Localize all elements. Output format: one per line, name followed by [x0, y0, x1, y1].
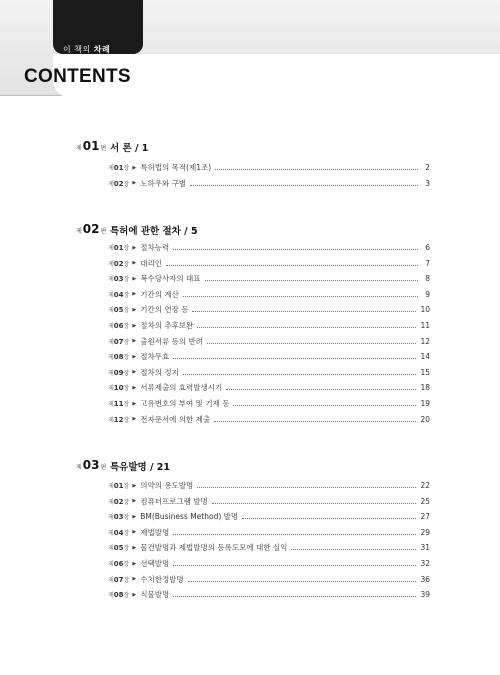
chapter-suffix: 장	[123, 498, 130, 506]
chapter-page-number: 8	[425, 274, 430, 284]
chapter-suffix: 장	[123, 401, 130, 408]
chapter-title: 식물발명	[140, 590, 170, 600]
chapter-number-value: 08	[113, 591, 124, 600]
dot-leader	[183, 295, 418, 297]
chapter-prefix: 제	[108, 483, 114, 490]
chapter-number	[108, 305, 129, 314]
chapter-title: 특허법의 목적(제1조)	[140, 163, 212, 172]
chapter-number	[108, 415, 129, 424]
chapter-entry[interactable]	[108, 573, 430, 586]
chapter-prefix: 제	[108, 385, 114, 393]
chapter-title: 서류제출의 효력발생시기	[140, 383, 223, 393]
chapter-number	[108, 399, 129, 408]
triangle-bullet-icon: ▶	[132, 544, 137, 551]
chapter-number	[108, 575, 129, 584]
chapter-page-number: 10	[420, 305, 430, 315]
chapter-number-value: 07	[113, 337, 124, 346]
chapter-entry[interactable]	[108, 288, 430, 301]
chapter-page-number: 2	[425, 163, 430, 172]
chapter-suffix: 장	[123, 561, 130, 568]
chapter-number-value: 08	[113, 353, 124, 362]
dot-leader	[226, 388, 416, 390]
chapter-page-number: 36	[420, 574, 430, 584]
chapter-prefix: 제	[108, 401, 114, 408]
chapter-number-value: 11	[113, 400, 124, 408]
chapter-suffix: 장	[123, 276, 130, 284]
chapter-number-value: 10	[113, 384, 124, 393]
dot-leader	[197, 486, 416, 488]
chapter-title: 복수당사자의 대표	[140, 274, 201, 284]
dot-leader	[190, 184, 418, 186]
chapter-suffix: 장	[123, 576, 130, 584]
header-tab	[53, 0, 143, 54]
dot-leader	[173, 564, 416, 566]
triangle-bullet-icon: ▶	[132, 244, 137, 251]
dot-leader	[183, 373, 417, 375]
chapter-prefix: 제	[108, 529, 114, 537]
chapter-prefix: 제	[108, 260, 114, 268]
chapter-number	[108, 321, 129, 330]
chapter-page-number: 18	[420, 383, 430, 393]
chapter-number-value: 03	[113, 513, 124, 522]
chapter-number	[108, 259, 129, 268]
chapter-page-number: 11	[420, 321, 430, 330]
triangle-bullet-icon: ▶	[132, 482, 137, 489]
chapter-suffix: 장	[123, 245, 130, 252]
dot-leader	[242, 517, 416, 519]
chapter-title: 대리인	[140, 258, 162, 268]
chapter-entry[interactable]	[108, 588, 430, 601]
chapter-prefix: 제	[108, 291, 114, 299]
chapter-number	[108, 368, 129, 377]
chapter-suffix: 장	[123, 180, 130, 188]
chapter-number	[108, 290, 129, 299]
chapter-title: 기간의 계산	[140, 289, 179, 299]
chapter-number	[108, 543, 129, 552]
chapter-suffix: 장	[123, 385, 130, 393]
part-suffix: 편	[100, 464, 107, 471]
chapter-number	[108, 512, 129, 521]
chapter-number-value: 03	[113, 275, 124, 284]
chapter-page-number: 7	[425, 258, 430, 268]
dot-leader	[233, 404, 416, 406]
chapter-page-number: 32	[420, 559, 430, 568]
chapter-entry[interactable]	[108, 303, 430, 316]
triangle-bullet-icon: ▶	[132, 529, 137, 536]
chapter-number	[108, 383, 129, 392]
triangle-bullet-icon: ▶	[132, 338, 137, 345]
chapter-entry[interactable]	[108, 557, 430, 570]
chapter-prefix: 제	[108, 245, 114, 252]
dot-leader	[291, 548, 416, 550]
chapter-number-value: 05	[113, 306, 124, 315]
chapter-number	[108, 352, 129, 361]
chapter-number	[108, 274, 129, 283]
chapter-number-value: 06	[113, 560, 124, 568]
chapter-suffix: 장	[123, 307, 130, 315]
chapter-page-number: 15	[420, 367, 430, 377]
chapter-page-number: 12	[420, 336, 430, 346]
chapter-suffix: 장	[123, 369, 130, 377]
chapter-prefix: 제	[108, 576, 114, 584]
part-number-value: 03	[82, 458, 100, 472]
chapter-prefix: 제	[108, 180, 114, 188]
chapter-page-number: 14	[420, 352, 430, 362]
chapter-entry[interactable]	[108, 319, 430, 332]
chapter-title: 절차무효	[140, 352, 170, 362]
chapter-suffix: 장	[123, 323, 130, 330]
dot-leader	[215, 168, 418, 170]
chapter-number	[108, 559, 129, 568]
chapter-title: 선택발명	[140, 559, 170, 568]
chapter-number-value: 01	[113, 482, 124, 490]
chapter-number	[108, 590, 129, 599]
chapter-suffix: 장	[123, 260, 130, 268]
chapter-page-number: 3	[425, 178, 430, 188]
dot-leader	[212, 502, 417, 504]
chapter-number	[108, 179, 129, 188]
part-prefix: 제	[76, 145, 82, 152]
page-title: CONTENTS	[24, 66, 131, 87]
part-heading	[76, 455, 376, 475]
chapter-page-number: 19	[420, 399, 430, 408]
chapter-suffix: 장	[123, 338, 130, 346]
dot-leader	[214, 420, 416, 422]
chapter-title: 전자문서에 의한 제출	[140, 414, 211, 424]
chapter-number-value: 01	[113, 244, 124, 252]
triangle-bullet-icon: ▶	[132, 498, 137, 505]
triangle-bullet-icon: ▶	[132, 275, 137, 282]
tab-label: 이 책의 차례	[63, 45, 111, 54]
dot-leader	[205, 279, 418, 281]
chapter-title: 컴퓨터프로그램 발명	[140, 496, 208, 506]
chapter-entry[interactable]	[108, 479, 430, 492]
part-heading	[76, 136, 376, 156]
part-prefix: 제	[76, 464, 82, 471]
part-number	[76, 218, 106, 237]
chapter-prefix: 제	[108, 354, 114, 362]
part-suffix: 편	[100, 145, 107, 152]
chapter-page-number: 39	[420, 590, 430, 600]
triangle-bullet-icon: ▶	[132, 322, 137, 329]
triangle-bullet-icon: ▶	[132, 164, 137, 171]
chapter-prefix: 제	[108, 561, 114, 568]
chapter-number	[108, 481, 129, 490]
part-heading	[76, 219, 376, 239]
chapter-entry[interactable]	[108, 366, 430, 379]
chapter-title: 고유번호의 부여 및 기재 등	[140, 399, 230, 408]
chapter-number	[108, 497, 129, 506]
chapter-prefix: 제	[108, 307, 114, 315]
chapter-suffix: 장	[123, 291, 130, 299]
chapter-entry[interactable]	[108, 350, 430, 363]
chapter-suffix: 장	[123, 529, 130, 537]
chapter-entry[interactable]	[108, 381, 430, 394]
chapter-title: 출원서류 등의 반려	[140, 336, 203, 346]
chapter-number-value: 02	[113, 497, 124, 506]
chapter-entry[interactable]	[108, 161, 430, 174]
triangle-bullet-icon: ▶	[132, 513, 137, 520]
chapter-title: 노하우와 구별	[140, 178, 187, 188]
dot-leader	[188, 580, 417, 582]
chapter-entry[interactable]	[108, 177, 430, 190]
chapter-page-number: 22	[420, 481, 430, 490]
chapter-prefix: 제	[108, 514, 114, 522]
dot-leader	[166, 264, 418, 266]
part-number-value: 01	[82, 139, 100, 153]
chapter-suffix: 장	[123, 592, 130, 600]
triangle-bullet-icon: ▶	[132, 384, 137, 391]
chapter-number-value: 02	[113, 259, 124, 268]
chapter-number	[108, 337, 129, 346]
chapter-prefix: 제	[108, 416, 114, 424]
dot-leader	[173, 595, 416, 597]
chapter-suffix: 장	[123, 165, 130, 172]
chapter-suffix: 장	[123, 483, 130, 490]
chapter-title: 의약의 용도발명	[140, 481, 194, 490]
chapter-number-value: 06	[113, 322, 124, 330]
chapter-number-value: 05	[113, 544, 124, 553]
chapter-entry[interactable]	[108, 495, 430, 508]
part-title: 특허에 관한 절차 / 5	[110, 226, 198, 237]
chapter-title: BM(Business Method) 발명	[140, 512, 239, 522]
triangle-bullet-icon: ▶	[132, 576, 137, 583]
triangle-bullet-icon: ▶	[132, 353, 137, 360]
chapter-entry[interactable]	[108, 526, 430, 539]
chapter-suffix: 장	[123, 514, 130, 522]
chapter-prefix: 제	[108, 369, 114, 377]
chapter-prefix: 제	[108, 498, 114, 506]
chapter-number-value: 01	[113, 164, 124, 172]
triangle-bullet-icon: ▶	[132, 260, 137, 267]
chapter-number-value: 04	[113, 290, 124, 299]
dot-leader	[207, 342, 417, 344]
triangle-bullet-icon: ▶	[132, 560, 137, 567]
chapter-prefix: 제	[108, 276, 114, 284]
chapter-entry[interactable]	[108, 413, 430, 426]
chapter-number-value: 04	[113, 528, 124, 537]
chapter-page-number: 20	[420, 414, 430, 424]
triangle-bullet-icon: ▶	[132, 400, 137, 407]
chapter-page-number: 25	[420, 496, 430, 506]
chapter-prefix: 제	[108, 165, 114, 172]
dot-leader	[173, 357, 416, 359]
chapter-prefix: 제	[108, 323, 114, 330]
chapter-number-value: 09	[113, 368, 124, 377]
chapter-number-value: 12	[113, 415, 124, 424]
chapter-entry[interactable]	[108, 541, 430, 554]
chapter-entry[interactable]	[108, 257, 430, 270]
part-number	[76, 135, 106, 154]
chapter-page-number: 27	[420, 512, 430, 522]
part-number	[76, 454, 106, 473]
chapter-title: 기간의 연장 등	[140, 305, 189, 315]
dot-leader	[197, 326, 416, 328]
chapter-number	[108, 243, 129, 252]
chapter-entry[interactable]	[108, 510, 430, 523]
chapter-title: 절차의 추후보완	[140, 321, 194, 330]
chapter-page-number: 6	[425, 243, 430, 252]
chapter-entry[interactable]	[108, 241, 430, 254]
chapter-entry[interactable]	[108, 335, 430, 348]
chapter-title: 제법발명	[140, 527, 170, 537]
chapter-title: 물건발명과 제법발명의 등록도모에 대한 실익	[140, 543, 288, 553]
chapter-title: 수치한정발명	[140, 574, 184, 584]
dot-leader	[173, 248, 418, 250]
chapter-title: 절차능력	[140, 243, 170, 252]
triangle-bullet-icon: ▶	[132, 291, 137, 298]
triangle-bullet-icon: ▶	[132, 306, 137, 313]
chapter-entry[interactable]	[108, 272, 430, 285]
chapter-prefix: 제	[108, 592, 114, 600]
chapter-number-value: 07	[113, 575, 124, 584]
part-prefix: 제	[76, 228, 82, 235]
chapter-title: 절차의 정지	[140, 367, 179, 377]
chapter-number	[108, 163, 129, 172]
chapter-page-number: 31	[420, 543, 430, 553]
chapter-number	[108, 528, 129, 537]
triangle-bullet-icon: ▶	[132, 180, 137, 187]
chapter-page-number: 9	[425, 289, 430, 299]
part-suffix: 편	[100, 228, 107, 235]
chapter-suffix: 장	[123, 545, 130, 553]
triangle-bullet-icon: ▶	[132, 416, 137, 423]
chapter-suffix: 장	[123, 354, 130, 362]
triangle-bullet-icon: ▶	[132, 369, 137, 376]
chapter-entry[interactable]	[108, 397, 430, 410]
part-number-value: 02	[82, 222, 100, 236]
part-title: 특유발명 / 21	[110, 462, 171, 473]
chapter-prefix: 제	[108, 545, 114, 553]
chapter-prefix: 제	[108, 338, 114, 346]
triangle-bullet-icon: ▶	[132, 591, 137, 598]
chapter-page-number: 29	[420, 527, 430, 537]
chapter-number-value: 02	[113, 179, 124, 188]
part-title: 서 론 / 1	[110, 143, 149, 154]
chapter-suffix: 장	[123, 416, 130, 424]
dot-leader	[192, 310, 416, 312]
dot-leader	[173, 533, 416, 535]
